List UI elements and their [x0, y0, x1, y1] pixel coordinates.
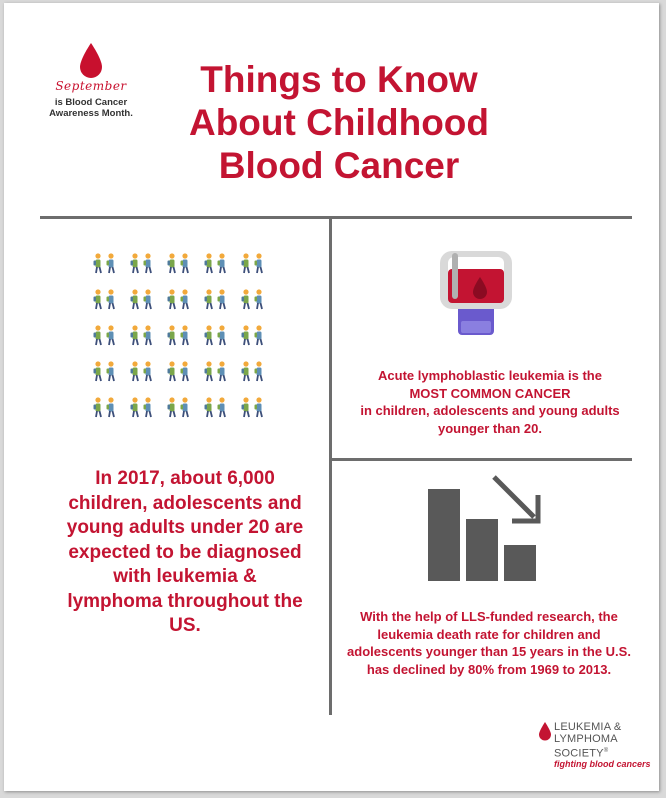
chart-bar-2 [466, 519, 498, 581]
chart-bar-1 [428, 489, 460, 581]
people-icon [92, 397, 120, 423]
badge-month: September [55, 79, 127, 93]
top-divider [40, 216, 632, 219]
page-title: Things to Know About Childhood Blood Cancer [188, 59, 489, 186]
blood-drop-icon [72, 41, 110, 81]
people-icon [240, 289, 268, 315]
people-icon [203, 397, 231, 423]
people-icon [129, 361, 157, 387]
badge-subtitle: is Blood Cancer Awareness Month. [49, 97, 133, 119]
statement-emphasis: MOST COMMON CANCER [409, 385, 571, 401]
people-icon [203, 325, 231, 351]
people-icon [129, 325, 157, 351]
people-icon [92, 253, 120, 279]
statement-line-1: Acute lymphoblastic leukemia is the [378, 368, 602, 383]
diagnosis-statement: In 2017, about 6,000 children, adolescents and young adults under 20 are expected to be diagnosed with leukemia & lymphoma throughout the US. [66, 468, 304, 636]
most-common-cancer-statement [349, 367, 631, 437]
people-icon [129, 253, 157, 279]
death-rate-statement: With the help of LLS-funded research, the leukemia death rate for children and adolescents younger than 15 years in the U.S. has declined by 80% from 1969 to 2013. [347, 609, 631, 677]
people-icon [129, 397, 157, 423]
people-icon [166, 325, 194, 351]
center-divider [329, 219, 332, 715]
people-icon [240, 397, 268, 423]
infographic-page [4, 3, 659, 791]
people-icon [166, 253, 194, 279]
people-icon [166, 361, 194, 387]
people-icon [203, 361, 231, 387]
chart-bar-3 [504, 545, 536, 581]
lls-logo [538, 721, 658, 781]
right-divider [332, 458, 632, 461]
people-icon [92, 289, 120, 315]
people-icon [240, 361, 268, 387]
awareness-badge [36, 41, 146, 141]
people-icon [92, 325, 120, 351]
logo-drop-icon [538, 721, 552, 741]
people-icon [92, 361, 120, 387]
people-icon [240, 253, 268, 279]
people-grid [92, 253, 277, 423]
people-icon [240, 325, 268, 351]
people-icon [166, 397, 194, 423]
people-icon [203, 253, 231, 279]
declining-bar-chart-icon [428, 473, 548, 583]
people-icon [166, 289, 194, 315]
logo-tagline: fighting blood cancers [554, 759, 651, 769]
people-icon [129, 289, 157, 315]
statement-line-3: in children, adolescents and young adults younger than 20. [360, 403, 620, 436]
logo-name: LEUKEMIA & LYMPHOMA SOCIETY® [554, 721, 622, 760]
blood-bag-icon [436, 247, 516, 347]
people-icon [203, 289, 231, 315]
